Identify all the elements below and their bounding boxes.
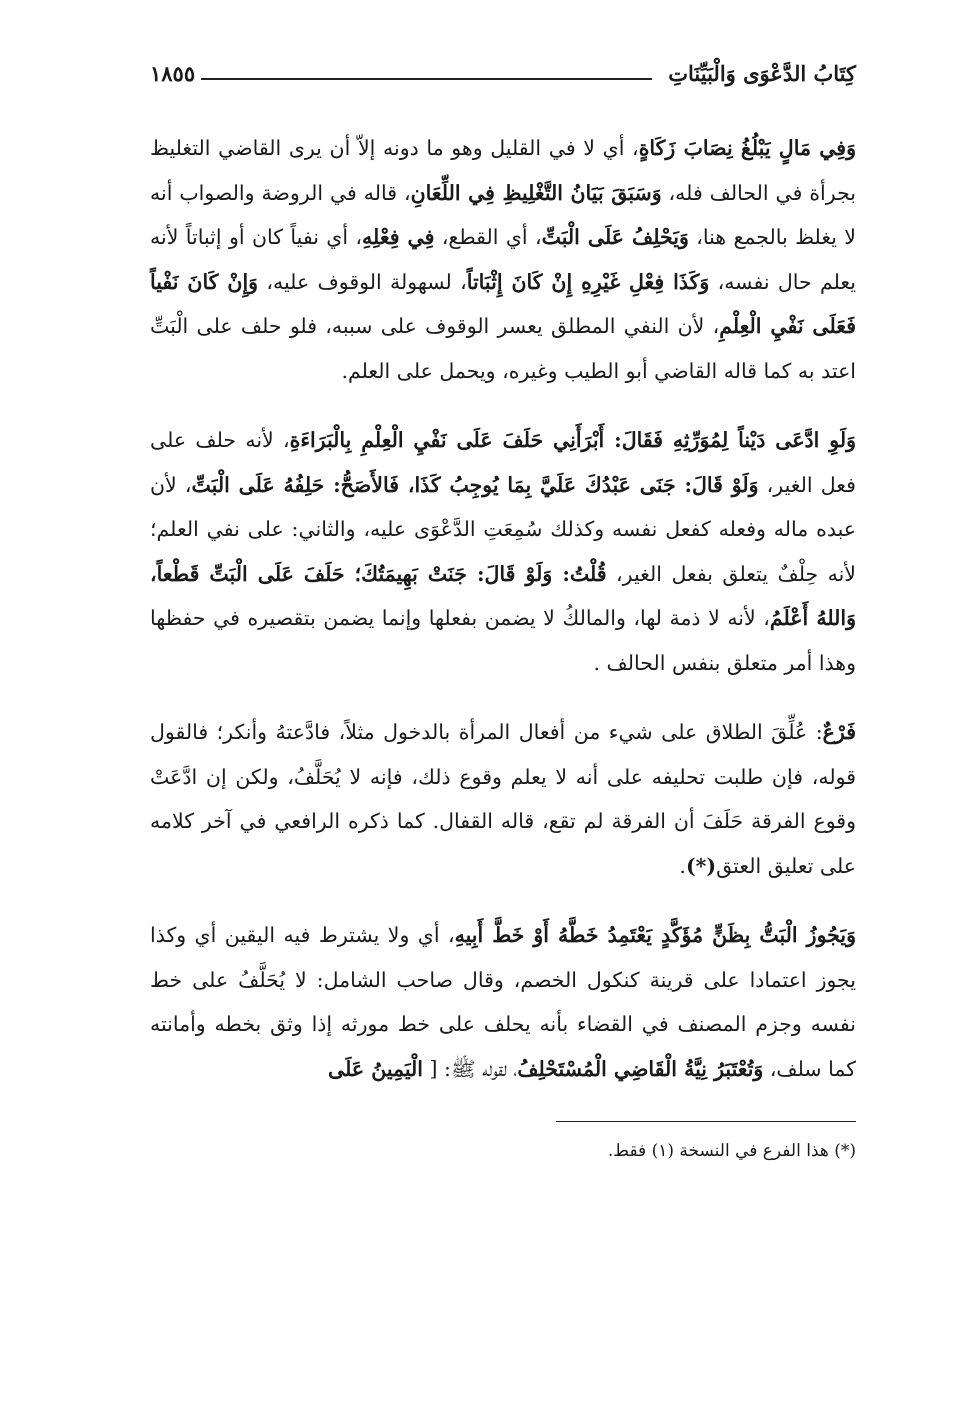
text-segment: ، لسهولة الوقوف عليه، — [258, 269, 467, 294]
text-segment: ، لأنه لا ذمة لها، والمالكُ لا يضمن بفعلها وإنما يضمن بتقصيره في حفظها وهذا أمر متعلق بنفس الحالف . — [150, 606, 856, 675]
text-segment: وَتُعْتَبَرُ نِيَّةُ الْقَاضِي الْمُسْتَحْلِفُ — [517, 1056, 764, 1081]
footnote-rule — [556, 1121, 856, 1122]
text-segment: الْيَمِينُ عَلَى — [327, 1056, 423, 1081]
text-segment: : عُلِّقَ الطلاق على شيء من أفعال المرأة بالدخول مثلاً، فادَّعتهُ وأنكر؛ فالقول قوله، فإن طلبت تحليفه على أنه لا يعلم وقوع ذلك، فإنه لا يُحَلَّفُ، ولكن إن ادَّعَتْ وقوع الفرقة حَلَفَ أن الفرقة لم تقع، قاله القفال. كما ذكره الرافعي في آخر كلامه على تعليق العتق — [150, 720, 856, 878]
text-segment: ، لأن عبده ماله وفعله كفعل نفسه وكذلك سُمِعَتِ الدَّعْوَى عليه، والثاني: على نفي العلم؛ لأنه حِلْفٌ يتعلق بفعل الغير، — [150, 472, 856, 586]
text-segment: ، أي القطع، — [434, 225, 542, 249]
text-segment: ، أي لا في القليل وهو ما دونه إلاّ أن يرى القاضي التغليظ بجرأة في الحالف فله، — [150, 136, 857, 205]
text-segment: وَيَحْلِفُ عَلَى الْبَتِّ — [541, 225, 689, 249]
text-segment: ، لأنه حلف على فعل الغير، — [150, 428, 856, 497]
text-segment: فِي فِعْلِهِ — [362, 225, 435, 249]
header-rule — [201, 78, 652, 80]
text-segment: وَفِي مَالٍ يَبْلُغُ نِصَابَ زَكَاةٍ — [638, 136, 856, 160]
text-segment: . — [679, 853, 686, 878]
text-segment: وَكَذَا فِعْلِ غَيْرِهِ إِنْ كَانَ إِثْبَاتاً — [466, 269, 710, 294]
paragraph-3 — [150, 710, 856, 888]
text-segment: ، أي ولا يشترط فيه اليقين أي وكذا يجوز اعتمادا على قرينة كنكول الخصم، وقال صاحب الشامل: لا يُحَلَّفُ على خط نفسه وجزم المصنف في القضاء بأنه يحلف على خط مورثه إذا وثق بخطه وأمانته كما سلف، — [150, 923, 856, 1081]
text-segment: وَلَوِ ادَّعَى دَيْناً لِمُوَرِّثِهِ فَقَالَ: أَبْرَأَنِي حَلَفَ عَلَى نَفْيِ الْعِلْمِ بِالْبَرَاءَةِ — [289, 428, 857, 452]
footnote-marker: (*) — [685, 853, 717, 878]
page-header — [150, 48, 856, 86]
page-number: ١٨٥٥ — [150, 61, 196, 86]
text-segment: ، قاله في الروضة والصواب أنه لا يغلظ بالجمع هنا، — [150, 180, 856, 249]
text-segment: ، لقوله ﷺ: [ — [423, 1056, 518, 1081]
footnote: (*) هذا الفرع في النسخة (١) فقط. — [607, 1141, 856, 1161]
text-segment: فَرْعٌ — [822, 720, 856, 744]
text-segment: قُلْتُ: وَلَوْ قَالَ: جَنَتْ بَهِيمَتُكَ؛ حَلَفَ عَلَى الْبَتِّ قَطْعاً، وَاللهُ أَعْلَمُ — [150, 561, 856, 630]
text-segment: وَإِنْ كَانَ نَفْياً فَعَلَى نَفْيِ الْعِلْمِ — [150, 269, 856, 338]
text-segment: ، لأن النفي المطلق يعسر الوقوف على سببه، فلو حلف على الْبَتِّ اعتد به كما قاله القاضي أبو الطيب وغيره، ويحمل على العلم. — [150, 314, 856, 383]
paragraph-4 — [150, 913, 856, 1091]
text-segment: ، أي نفياً كان أو إثباتاً لأنه يعلم حال نفسه، — [150, 225, 856, 294]
text-segment: وَيَجُوزُ الْبَتُّ بِظَنٍّ مُؤَكَّدٍ يَعْتَمِدُ خَطَّهُ أَوْ خَطَّ أَبِيهِ — [454, 923, 857, 947]
paragraph-2 — [150, 418, 856, 685]
running-title: كِتَابُ الدَّعْوَى وَالْبَيِّنَاتِ — [668, 61, 856, 86]
text-segment: وَلَوْ قَالَ: جَنَى عَبْدُكَ عَلَيَّ بِمَا يُوجِبُ كَذَا، فَالأَصَحُّ: حَلِفُهُ عَلَى الْبَتِّ — [191, 472, 759, 497]
text-segment: وَسَبَقَ بَيَانُ التَّغْلِيظِ فِي اللِّعَانِ — [410, 180, 662, 205]
paragraph-1 — [150, 126, 856, 393]
